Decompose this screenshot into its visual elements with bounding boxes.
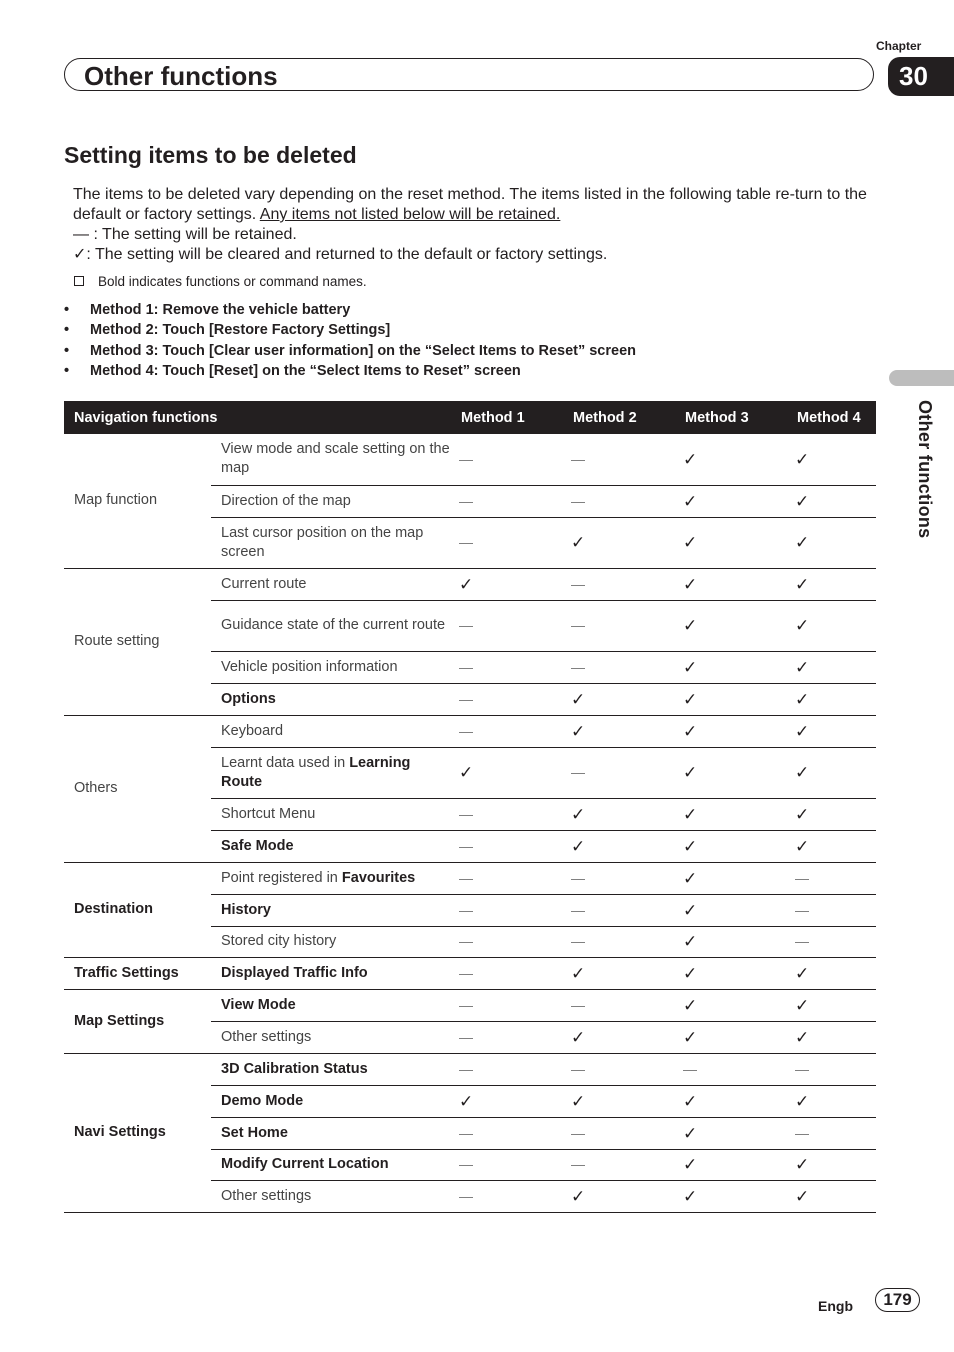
dash-mark-method-4: — [787, 926, 876, 957]
check-mark-method-4: ✓ [787, 683, 876, 715]
item-cell [211, 1021, 451, 1053]
check-mark-method-4: ✓ [787, 1021, 876, 1053]
method-text: Method 4: Touch [Reset] on the “Select Items to Reset” screen [90, 362, 521, 379]
check-mark-method-1: ✓ [451, 747, 563, 798]
check-mark-method-3: ✓ [675, 1021, 787, 1053]
group-cell: Map function [64, 434, 211, 568]
side-tab-marker [889, 370, 954, 386]
item-text: Other settings [221, 1028, 312, 1045]
dash-mark-method-2: — [563, 747, 675, 798]
dash-mark-method-1: — [451, 1053, 563, 1085]
item-cell [211, 1085, 451, 1117]
dash-mark-method-1: — [451, 830, 563, 862]
header-method-2: Method 2 [563, 401, 675, 434]
intro-paragraph [73, 185, 873, 225]
item-cell [211, 1053, 451, 1085]
check-mark-method-4: ✓ [787, 1085, 876, 1117]
item-cell [211, 568, 451, 600]
group-cell: Destination [64, 862, 211, 957]
item-cell [211, 957, 451, 989]
dash-mark-method-1: — [451, 798, 563, 830]
dash-mark-method-2: — [563, 434, 675, 485]
item-cell [211, 600, 451, 651]
header-method-1: Method 1 [451, 401, 563, 434]
dash-mark-method-1: — [451, 894, 563, 926]
group-cell: Route setting [64, 568, 211, 715]
method-text: Method 1: Remove the vehicle battery [90, 302, 351, 318]
check-mark-method-4: ✓ [787, 434, 876, 485]
check-mark-method-2: ✓ [563, 1021, 675, 1053]
group-cell: Others [64, 715, 211, 862]
check-mark-method-3: ✓ [675, 568, 787, 600]
check-mark-method-4: ✓ [787, 485, 876, 517]
item-text: View mode and scale setting on the map [221, 441, 450, 477]
check-mark-method-3: ✓ [675, 862, 787, 894]
check-mark-method-1: ✓ [451, 1085, 563, 1117]
check-mark-method-3: ✓ [675, 517, 787, 568]
item-text: Options [221, 690, 276, 707]
item-text: Point registered in [221, 869, 342, 886]
dash-mark-method-1: — [451, 926, 563, 957]
check-mark-method-2: ✓ [563, 957, 675, 989]
check-mark-method-3: ✓ [675, 683, 787, 715]
check-mark-method-3: ✓ [675, 747, 787, 798]
item-text: Other settings [221, 1187, 312, 1204]
item-text: Shortcut Menu [221, 805, 316, 822]
check-mark-method-2: ✓ [563, 715, 675, 747]
table-body [64, 434, 876, 1212]
footer-page-number: 179 [875, 1288, 920, 1312]
item-cell [211, 1149, 451, 1180]
dash-mark-method-3: — [675, 1053, 787, 1085]
item-cell [211, 485, 451, 517]
section-title: Setting items to be deleted [64, 142, 357, 168]
check-mark-method-3: ✓ [675, 989, 787, 1021]
item-text: Last cursor position on the map screen [221, 524, 424, 560]
footer-language: Engb [818, 1298, 853, 1314]
chapter-title-box [64, 58, 874, 91]
item-cell [211, 830, 451, 862]
check-mark-method-3: ✓ [675, 1149, 787, 1180]
item-cell [211, 894, 451, 926]
header-navigation-functions: Navigation functions [64, 401, 451, 434]
item-text: Modify Current Location [221, 1156, 389, 1172]
item-cell [211, 798, 451, 830]
dash-mark-method-2: — [563, 568, 675, 600]
check-mark-method-4: ✓ [787, 715, 876, 747]
table-row [64, 434, 876, 485]
item-text-bold: Favourites [341, 869, 416, 886]
method-item [64, 300, 636, 320]
note-text: Bold indicates functions or command names. [98, 274, 367, 289]
intro-underlined: Any items not listed below will be retained. [259, 206, 561, 223]
intro-sentence: The items to be deleted vary depending on the reset method. The items listed in the following table re-turn to the default or factory settings. [73, 186, 867, 223]
table-row [64, 957, 876, 989]
item-cell [211, 651, 451, 683]
item-cell [211, 862, 451, 894]
dash-mark-method-2: — [563, 485, 675, 517]
check-mark-method-4: ✓ [787, 600, 876, 651]
group-cell: Navi Settings [64, 1053, 211, 1212]
dash-mark-method-1: — [451, 989, 563, 1021]
dash-mark-method-2: — [563, 989, 675, 1021]
side-tab-label: Other functions [915, 400, 935, 539]
dash-mark-method-2: — [563, 1117, 675, 1149]
dash-mark-method-2: — [563, 862, 675, 894]
item-cell [211, 1180, 451, 1212]
check-mark-method-4: ✓ [787, 830, 876, 862]
method-text: Method 2: Touch [Restore Factory Settings] [90, 322, 391, 339]
check-mark-method-1: ✓ [451, 568, 563, 600]
dash-mark-method-1: — [451, 1117, 563, 1149]
item-cell [211, 683, 451, 715]
dash-mark-method-1: — [451, 517, 563, 568]
item-text: Displayed Traffic Info [221, 964, 368, 981]
check-mark-method-3: ✓ [675, 485, 787, 517]
dash-mark-method-1: — [451, 1149, 563, 1180]
check-mark-method-3: ✓ [675, 600, 787, 651]
check-mark-method-2: ✓ [563, 798, 675, 830]
check-mark-method-2: ✓ [563, 517, 675, 568]
table-row [64, 989, 876, 1021]
check-mark-method-3: ✓ [675, 434, 787, 485]
check-mark-method-3: ✓ [675, 1180, 787, 1212]
check-mark-method-3: ✓ [675, 651, 787, 683]
item-text: Guidance state of the current route [221, 617, 446, 633]
method-item [64, 361, 636, 381]
item-cell [211, 747, 451, 798]
intro-text [73, 185, 873, 265]
dash-mark-method-2: — [563, 894, 675, 926]
bullet-icon: • [64, 322, 70, 339]
item-text: Set Home [221, 1124, 288, 1141]
dash-mark-method-1: — [451, 715, 563, 747]
group-cell: Map Settings [64, 989, 211, 1053]
check-mark-method-3: ✓ [675, 957, 787, 989]
dash-mark-method-4: — [787, 1053, 876, 1085]
item-text: Current route [221, 575, 307, 592]
check-mark-method-4: ✓ [787, 651, 876, 683]
dash-mark-method-4: — [787, 862, 876, 894]
check-mark-method-3: ✓ [675, 715, 787, 747]
dash-mark-method-2: — [563, 926, 675, 957]
item-cell [211, 715, 451, 747]
legend-check: ✓: The setting will be cleared and returned to the default or factory settings. [73, 246, 608, 263]
dash-mark-method-2: — [563, 1053, 675, 1085]
check-mark-method-4: ✓ [787, 1180, 876, 1212]
legend-dash: — : The setting will be retained. [73, 226, 297, 243]
check-mark-method-4: ✓ [787, 517, 876, 568]
method-item [64, 341, 636, 361]
check-mark-method-2: ✓ [563, 1085, 675, 1117]
table-row [64, 1053, 876, 1085]
item-cell [211, 926, 451, 957]
item-text: Learnt data used in [221, 754, 350, 771]
item-cell [211, 989, 451, 1021]
dash-mark-method-2: — [563, 651, 675, 683]
methods-list [64, 300, 636, 381]
dash-mark-method-1: — [451, 1021, 563, 1053]
table-row [64, 862, 876, 894]
item-text: History [221, 901, 271, 918]
item-text: 3D Calibration Status [221, 1060, 368, 1077]
method-item [64, 320, 636, 340]
item-text: Stored city history [221, 933, 337, 949]
check-mark-method-4: ✓ [787, 747, 876, 798]
dash-mark-method-1: — [451, 485, 563, 517]
dash-mark-method-1: — [451, 600, 563, 651]
chapter-title: Other functions [84, 61, 278, 91]
dash-mark-method-4: — [787, 894, 876, 926]
check-mark-method-4: ✓ [787, 568, 876, 600]
check-mark-method-3: ✓ [675, 798, 787, 830]
check-mark-method-3: ✓ [675, 1085, 787, 1117]
dash-mark-method-1: — [451, 651, 563, 683]
bullet-icon: • [64, 362, 70, 379]
chapter-number: 30 [888, 57, 954, 96]
item-text: Vehicle position information [221, 658, 398, 675]
item-text: Keyboard [221, 722, 284, 739]
check-mark-method-2: ✓ [563, 1180, 675, 1212]
table-row [64, 715, 876, 747]
item-cell [211, 434, 451, 485]
check-mark-method-4: ✓ [787, 798, 876, 830]
item-cell [211, 517, 451, 568]
group-cell: Traffic Settings [64, 957, 211, 989]
check-mark-method-3: ✓ [675, 830, 787, 862]
chapter-label: Chapter [876, 39, 922, 53]
note-box-icon [74, 276, 84, 286]
dash-mark-method-1: — [451, 1180, 563, 1212]
reset-table [64, 401, 876, 1213]
check-mark-method-4: ✓ [787, 1149, 876, 1180]
table-header-row [64, 401, 876, 434]
dash-mark-method-4: — [787, 1117, 876, 1149]
check-mark-method-3: ✓ [675, 1117, 787, 1149]
dash-mark-method-2: — [563, 1149, 675, 1180]
dash-mark-method-1: — [451, 957, 563, 989]
note [74, 274, 367, 289]
header-method-3: Method 3 [675, 401, 787, 434]
dash-mark-method-1: — [451, 683, 563, 715]
item-text: Direction of the map [221, 492, 351, 509]
dash-mark-method-2: — [563, 600, 675, 651]
check-mark-method-4: ✓ [787, 957, 876, 989]
item-text: Demo Mode [221, 1092, 304, 1109]
item-text: Safe Mode [221, 837, 294, 854]
check-mark-method-4: ✓ [787, 989, 876, 1021]
header-method-4: Method 4 [787, 401, 876, 434]
item-text: View Mode [221, 996, 296, 1013]
check-mark-method-3: ✓ [675, 894, 787, 926]
item-cell [211, 1117, 451, 1149]
table-row [64, 568, 876, 600]
check-mark-method-2: ✓ [563, 683, 675, 715]
item-text-bold: Learning Route [221, 754, 411, 790]
check-mark-method-3: ✓ [675, 926, 787, 957]
bullet-icon: • [64, 342, 70, 359]
check-mark-method-2: ✓ [563, 830, 675, 862]
dash-mark-method-1: — [451, 434, 563, 485]
dash-mark-method-1: — [451, 862, 563, 894]
bullet-icon: • [64, 302, 70, 318]
method-text: Method 3: Touch [Clear user information] on the “Select Items to Reset” screen [90, 342, 636, 359]
